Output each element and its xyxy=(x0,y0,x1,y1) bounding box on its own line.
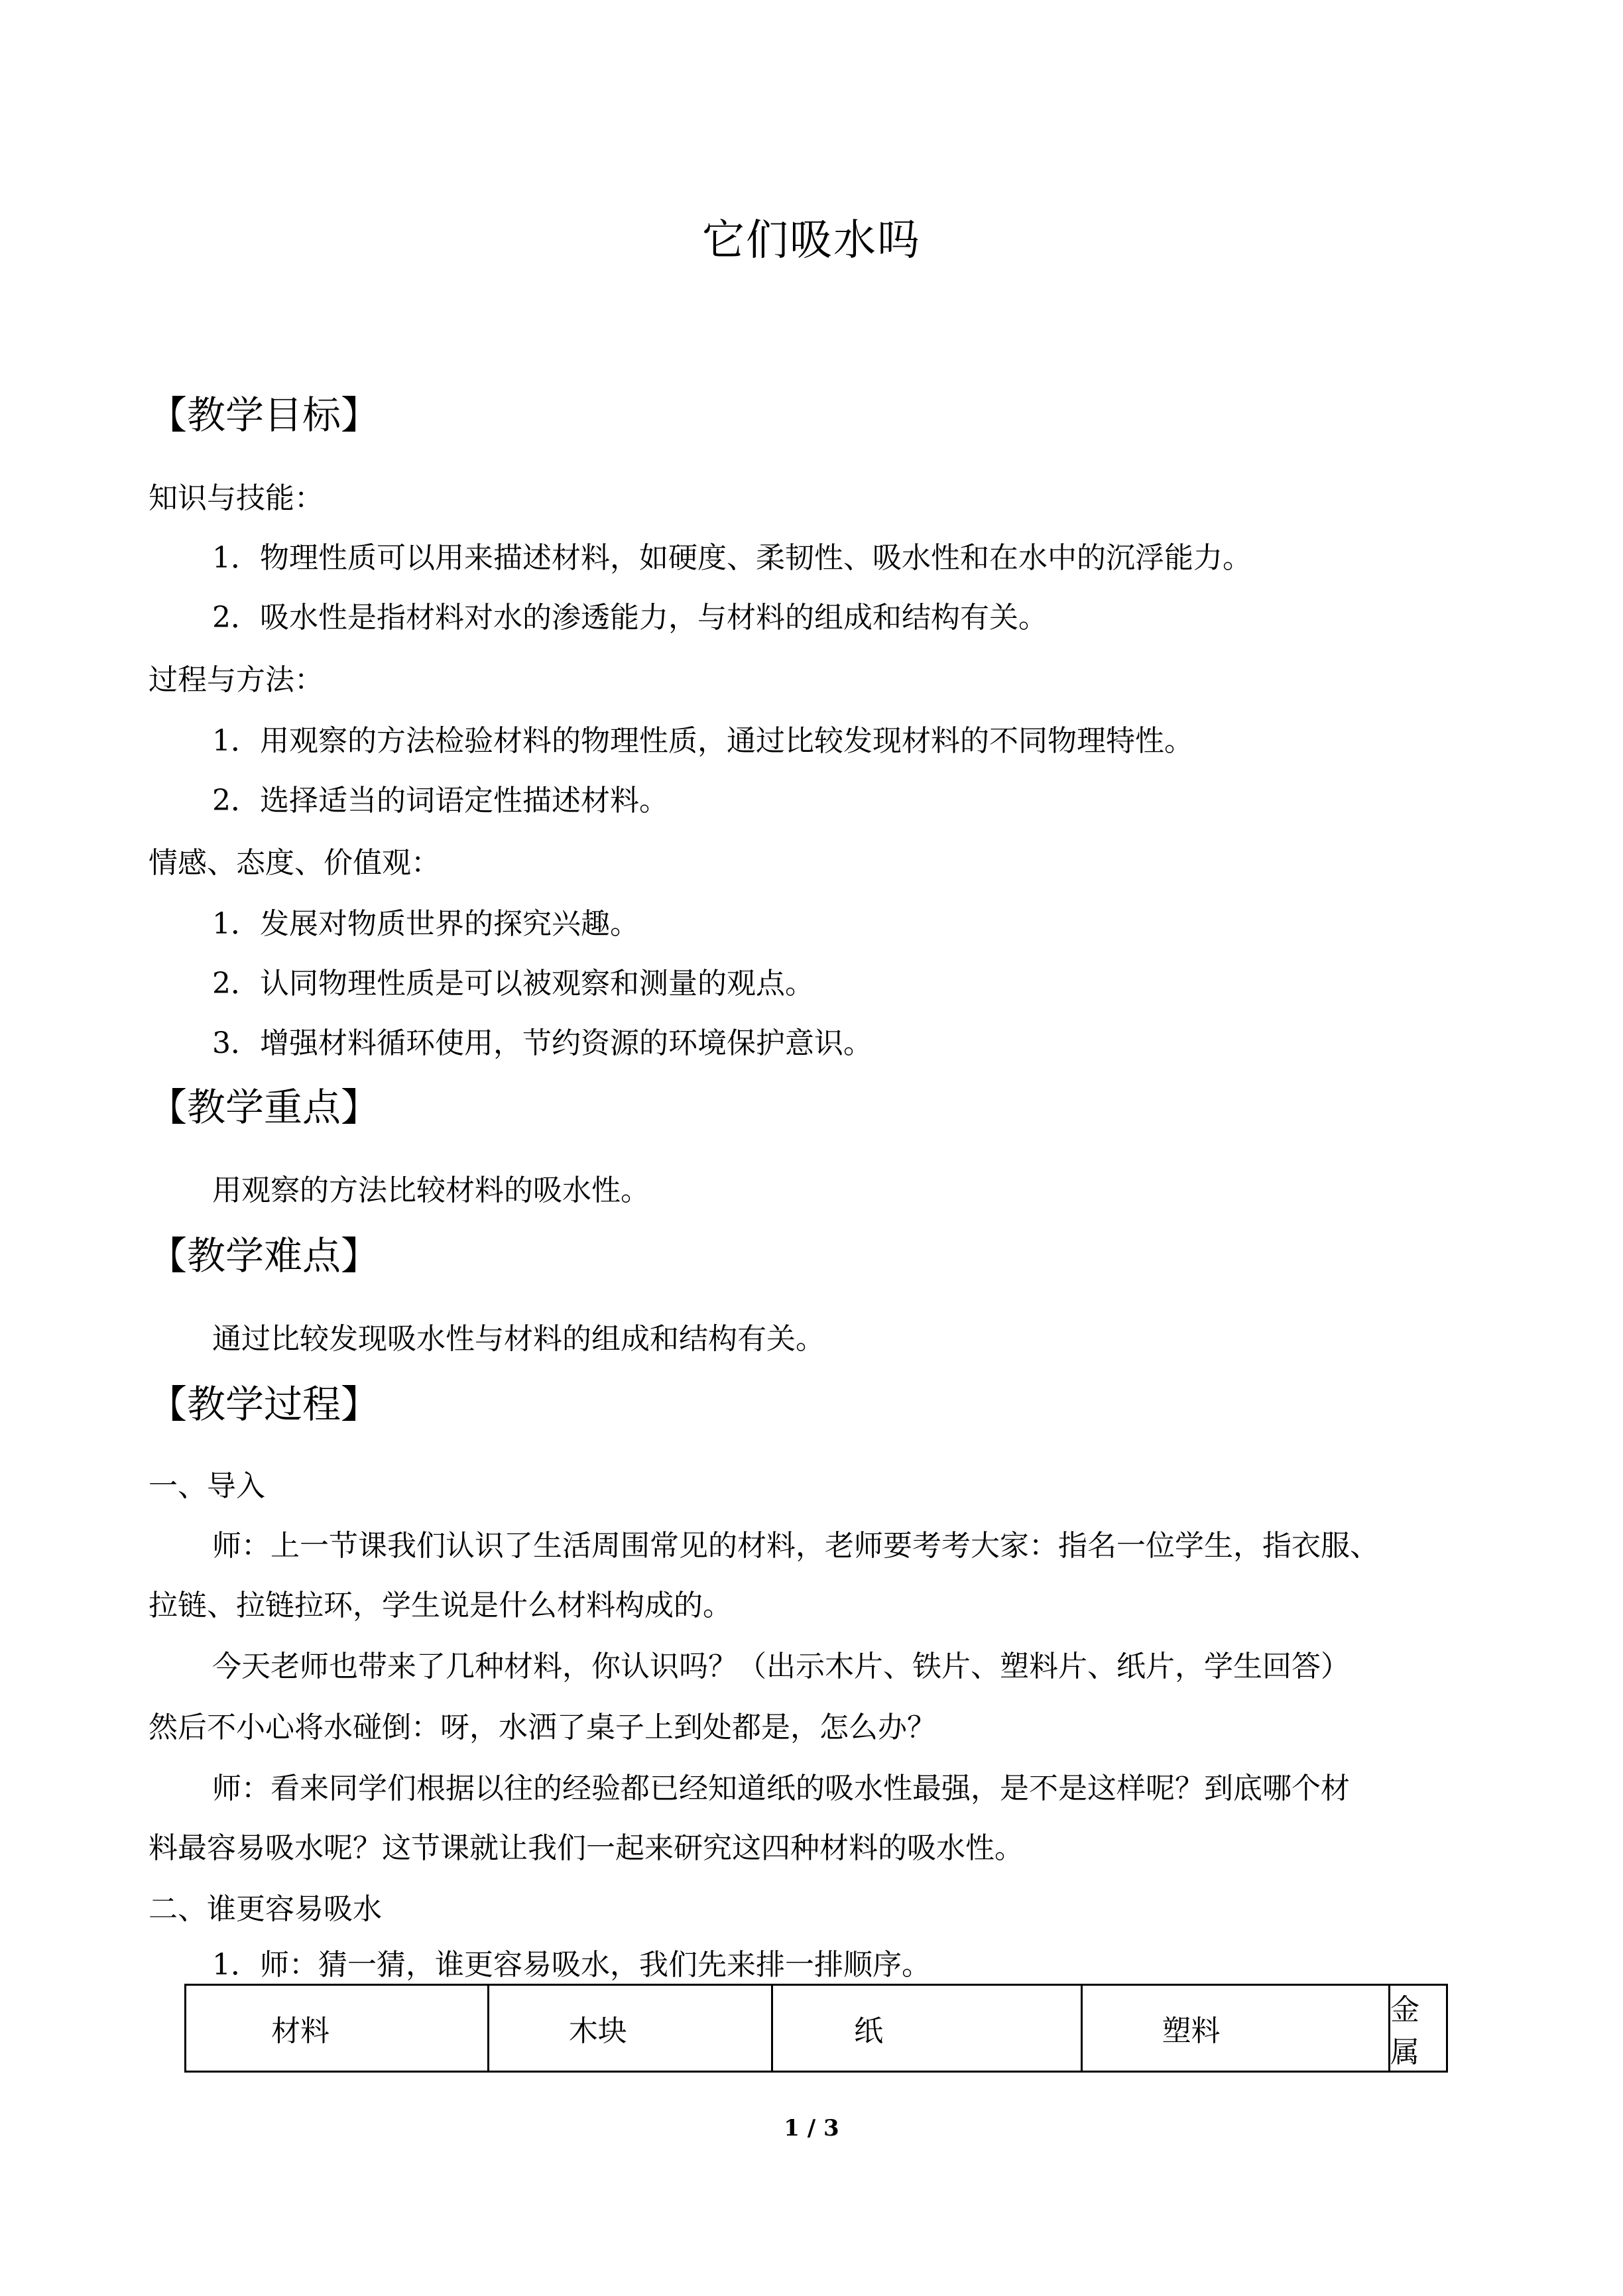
attitude-item: 2．认同物理性质是可以被观察和测量的观点。 xyxy=(212,967,814,1000)
knowledge-item: 1．物理性质可以用来描述材料，如硬度、柔韧性、吸水性和在水中的沉浮能力。 xyxy=(212,541,1252,575)
process-item: 2．选择适当的词语定性描述材料。 xyxy=(212,784,668,817)
part1-paragraph: 料最容易吸水呢？这节课就让我们一起来研究这四种材料的吸水性。 xyxy=(149,1831,1024,1865)
table-cell: 木块 xyxy=(488,1985,772,2072)
process-item: 1．用观察的方法检验材料的物理性质，通过比较发现材料的不同物理特性。 xyxy=(212,724,1193,758)
part2-title: 二、谁更容易吸水 xyxy=(149,1892,382,1926)
part1-title: 一、导入 xyxy=(149,1469,265,1503)
objectives-heading: 【教学目标】 xyxy=(149,393,380,438)
difficulties-text: 通过比较发现吸水性与材料的组成和结构有关。 xyxy=(212,1322,825,1356)
attitude-item: 3．增强材料循环使用，节约资源的环境保护意识。 xyxy=(212,1026,872,1060)
knowledge-item: 2．吸水性是指材料对水的渗透能力，与材料的组成和结构有关。 xyxy=(212,601,1048,634)
process-label: 过程与方法： xyxy=(149,663,324,697)
process-heading: 【教学过程】 xyxy=(149,1382,380,1427)
table-cell: 纸 xyxy=(772,1985,1081,2072)
document-title: 它们吸水吗 xyxy=(702,216,921,265)
attitude-label: 情感、态度、价值观： xyxy=(149,846,440,880)
key-points-text: 用观察的方法比较材料的吸水性。 xyxy=(212,1174,650,1207)
table-cell: 材料 xyxy=(186,1985,489,2072)
ordering-table xyxy=(184,1984,1448,2073)
page-number: 1 / 3 xyxy=(784,2115,839,2142)
knowledge-label: 知识与技能： xyxy=(149,481,324,515)
table-row xyxy=(186,1985,1447,2072)
part1-paragraph: 拉链、拉链拉环，学生说是什么材料构成的。 xyxy=(149,1589,732,1622)
part1-paragraph: 师：看来同学们根据以往的经验都已经知道纸的吸水性最强，是不是这样呢？到底哪个材 xyxy=(212,1772,1350,1805)
key-points-heading: 【教学重点】 xyxy=(149,1085,380,1130)
difficulties-heading: 【教学难点】 xyxy=(149,1233,380,1278)
part1-paragraph: 然后不小心将水碰倒：呀，水洒了桌子上到处都是，怎么办？ xyxy=(149,1711,936,1744)
table-cell: 塑料 xyxy=(1081,1985,1389,2072)
attitude-item: 1．发展对物质世界的探究兴趣。 xyxy=(212,907,639,941)
table-cell: 金属 xyxy=(1390,1985,1447,2072)
part1-paragraph: 今天老师也带来了几种材料，你认识吗？（出示木片、铁片、塑料片、纸片，学生回答） xyxy=(212,1650,1350,1683)
part1-paragraph: 师：上一节课我们认识了生活周围常见的材料，老师要考考大家：指名一位学生，指衣服、 xyxy=(212,1529,1379,1563)
part2-item: 1．师：猜一猜，谁更容易吸水，我们先来排一排顺序。 xyxy=(212,1948,931,1982)
